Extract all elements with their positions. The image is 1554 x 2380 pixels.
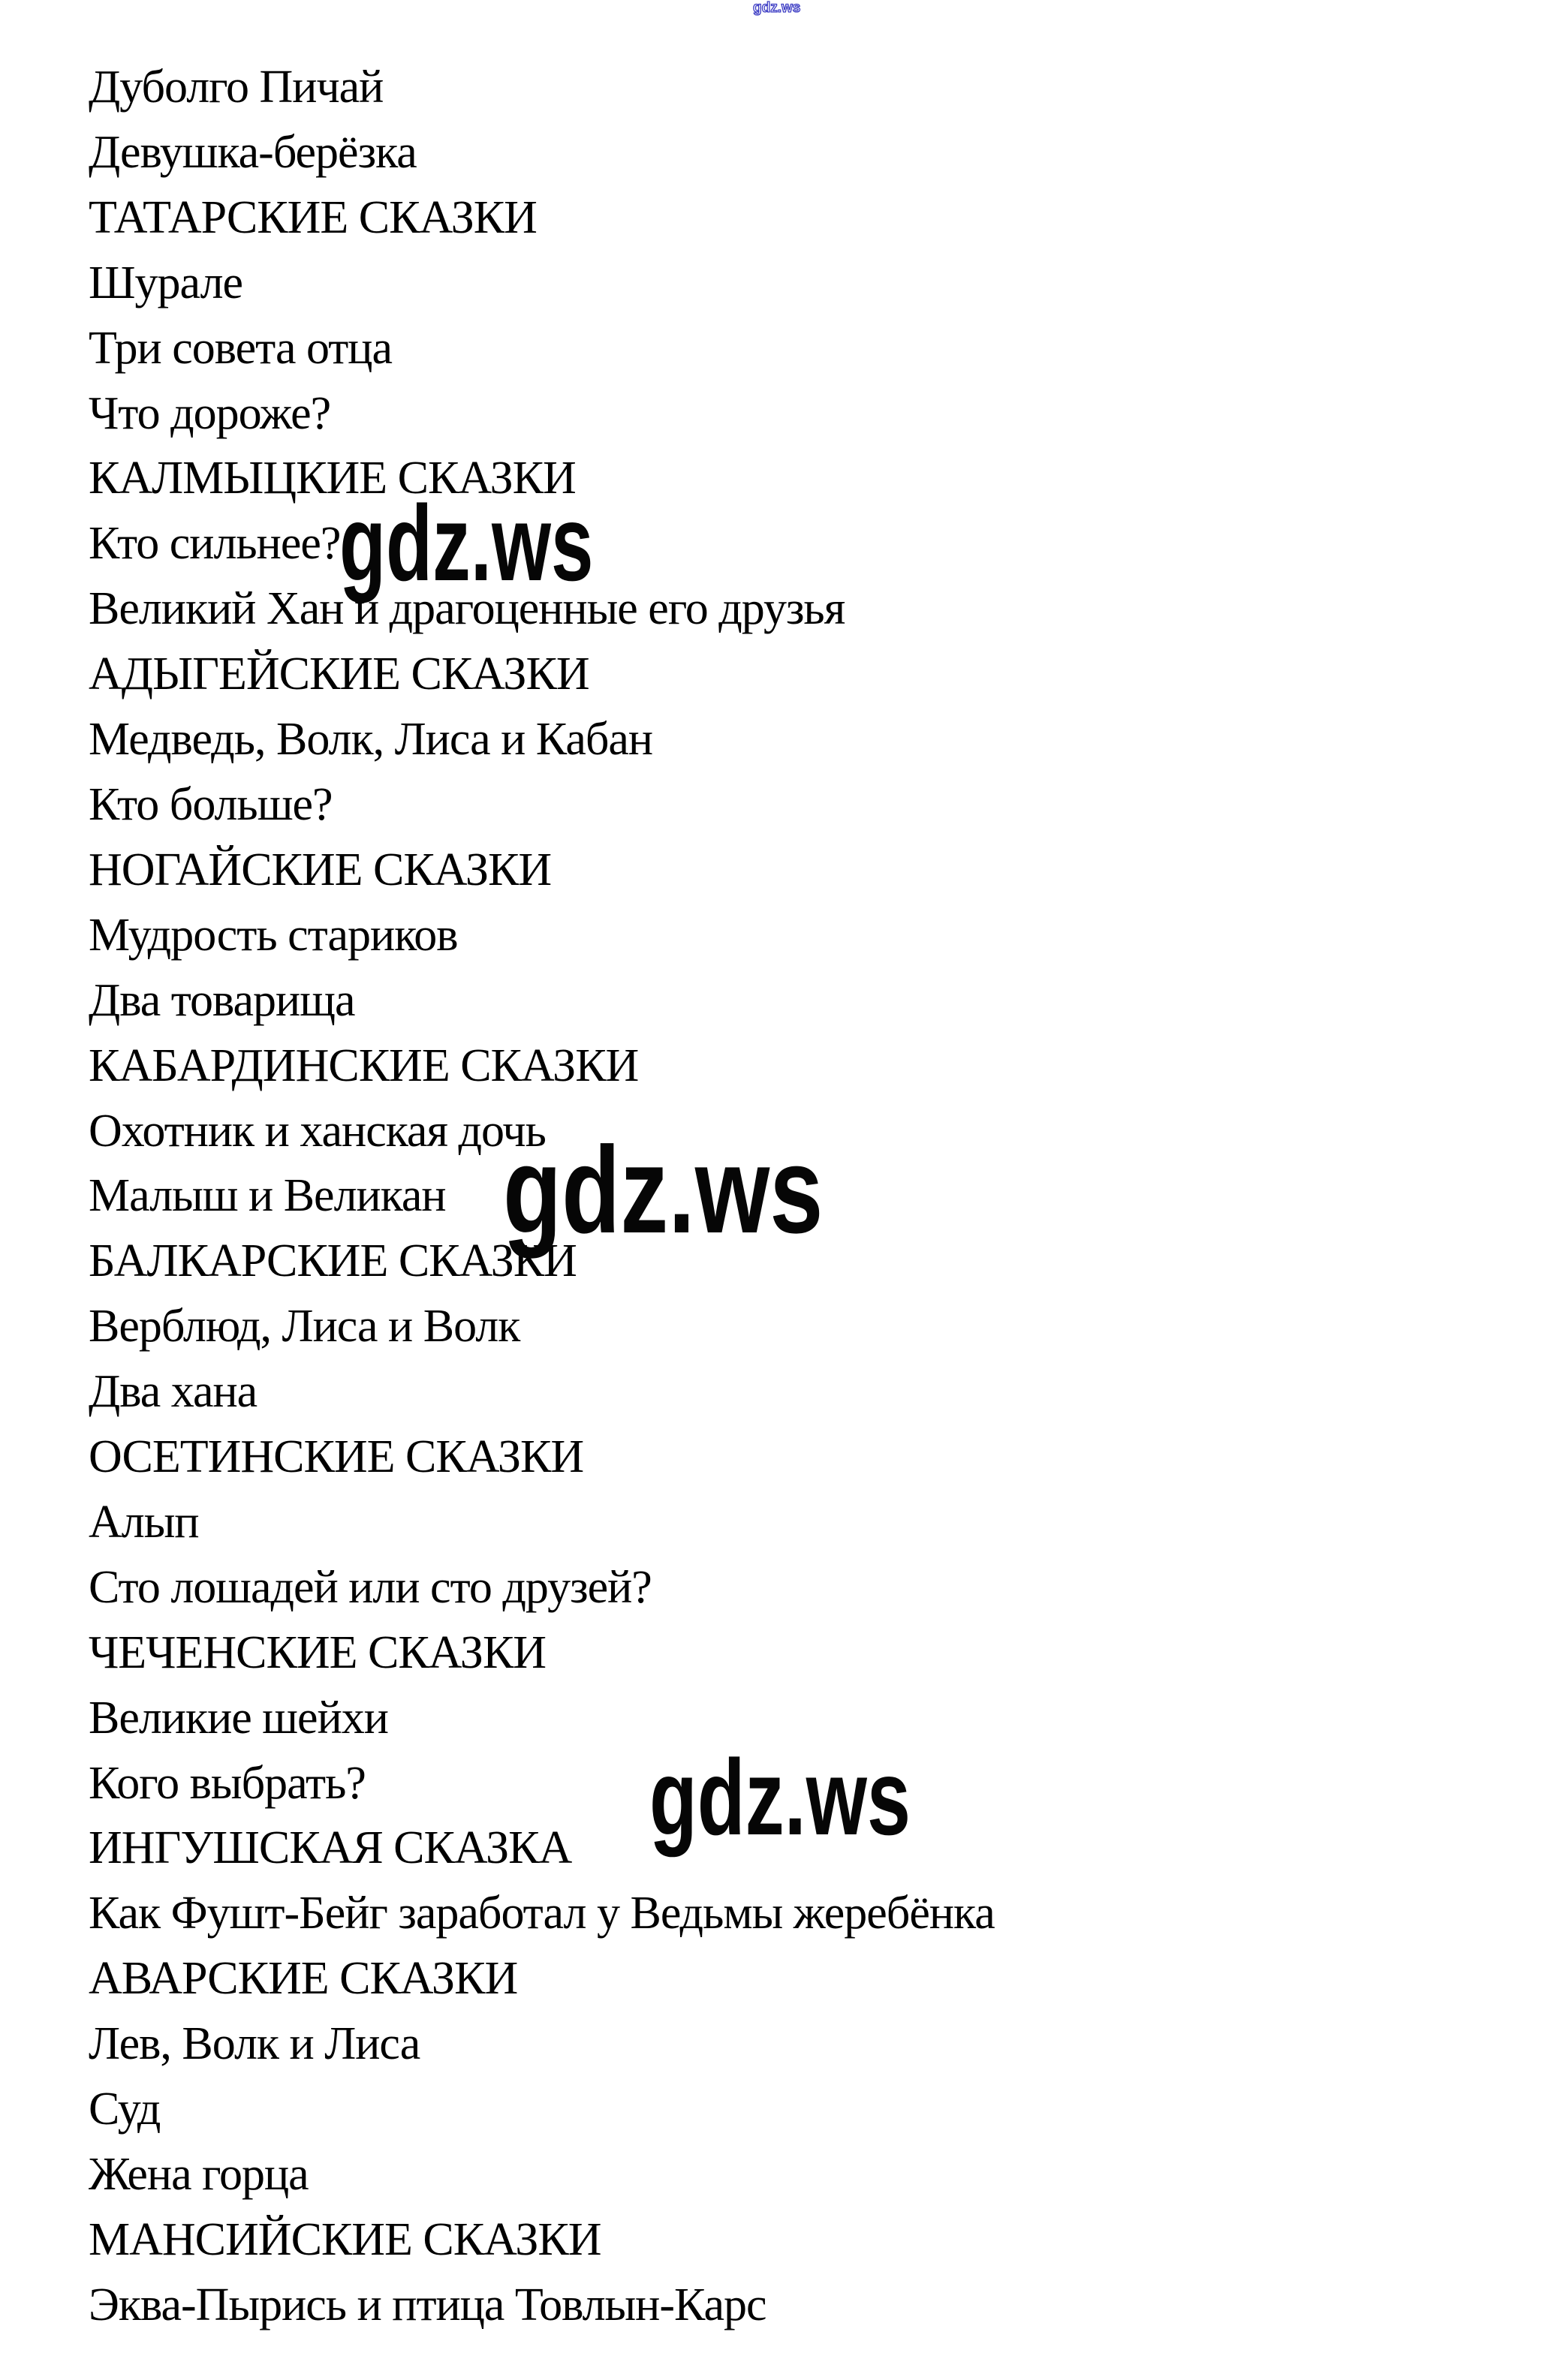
toc-line: АВАРСКИЕ СКАЗКИ [89,1953,518,2005]
toc-line: Два товарища [89,974,355,1026]
toc-line: Кто сильнее? [89,518,341,570]
toc-line: Дуболго Пичай [89,62,384,113]
toc-line: Лев, Волк и Лиса [89,2018,420,2070]
toc-line: Девушка-берёзка [89,126,417,178]
toc-line: ОСЕТИНСКИЕ СКАЗКИ [89,1431,584,1483]
toc-line: КАЛМЫЦКИЕ СКАЗКИ [89,453,576,504]
gdz-watermark-1: gdz.ws [339,484,594,603]
toc-line: Суд [89,2084,161,2135]
toc-line: Великий Хан и драгоценные его друзья [89,583,845,635]
toc-line: Малыш и Великан [89,1170,446,1222]
toc-line: Медведь, Волк, Лиса и Кабан [89,714,653,766]
toc-line: Два хана [89,1366,257,1418]
toc-line: МАНСИЙСКИЕ СКАЗКИ [89,2213,601,2265]
toc-line: Кого выбрать? [89,1757,366,1809]
toc-line: КАБАРДИНСКИЕ СКАЗКИ [89,1040,639,1091]
toc-line: Алып [89,1496,199,1548]
gdz-watermark-2: gdz.ws [503,1121,824,1259]
toc-line: Жена горца [89,2149,309,2200]
gdz-watermark-3: gdz.ws [649,1738,911,1858]
toc-line: Как Фушт-Бейг заработал у Ведьмы жеребёнка [89,1888,995,1939]
toc-line: Сто лошадей или сто друзей? [89,1561,652,1613]
toc-line: АДЫГЕЙСКИЕ СКАЗКИ [89,648,589,700]
toc-line: Три совета отца [89,322,392,374]
toc-line: Мудрость стариков [89,909,458,961]
toc-line: ИНГУШСКАЯ СКАЗКА [89,1822,572,1874]
toc-line: Великие шейхи [89,1692,388,1744]
toc-line: НОГАЙСКИЕ СКАЗКИ [89,844,552,895]
toc-line: Шурале [89,257,243,308]
toc-line: Кто больше? [89,778,333,830]
toc-line: Эква-Пырись и птица Товлын-Карс [89,2279,766,2330]
toc-line: ЧЕЧЕНСКИЕ СКАЗКИ [89,1626,547,1678]
gdz-corner-watermark: gdz.ws [753,0,801,16]
toc-line: Охотник и ханская дочь [89,1105,546,1157]
toc-line: ТАТАРСКИЕ СКАЗКИ [89,191,537,243]
toc-line: Что дороже? [89,387,331,439]
toc-line: Верблюд, Лиса и Волк [89,1301,520,1352]
toc-line: БАЛКАРСКИЕ СКАЗКИ [89,1235,577,1287]
